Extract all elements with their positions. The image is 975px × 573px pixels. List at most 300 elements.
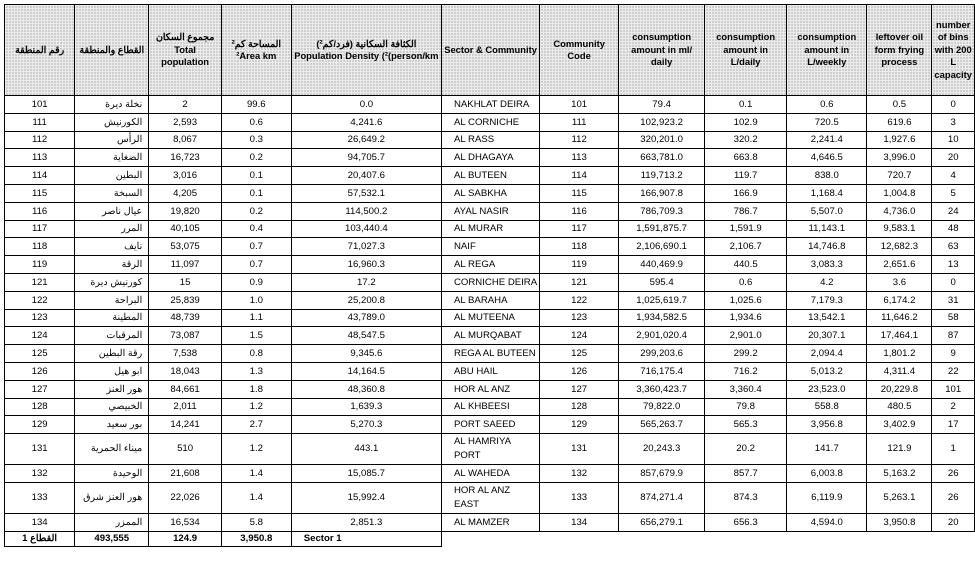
consumption-l-weekly-cell: 2,241.4	[787, 131, 867, 149]
population-cell: 48,739	[149, 309, 222, 327]
sector-community-cell: AL REGA	[441, 256, 539, 274]
density-cell: 25,200.8	[291, 291, 441, 309]
community-arabic-cell: ابو هيل	[75, 362, 149, 380]
community-code-cell: 128	[540, 398, 619, 416]
consumption-l-weekly-cell: 4,594.0	[787, 513, 867, 531]
community-code-cell: 132	[540, 465, 619, 483]
consumption-l-weekly-cell: 0.6	[787, 96, 867, 114]
sector-community-cell: ABU HAIL	[441, 362, 539, 380]
zone-number-cell: 129	[5, 416, 75, 434]
zone-number-cell: 119	[5, 256, 75, 274]
header-bins: number of bins with 200 L capacity	[932, 5, 975, 96]
population-cell: 2,593	[149, 113, 222, 131]
leftover-oil-cell: 3,996.0	[867, 149, 932, 167]
population-cell: 18,043	[149, 362, 222, 380]
table-row	[5, 149, 975, 167]
leftover-oil-cell: 11,646.2	[867, 309, 932, 327]
community-code-cell: 126	[540, 362, 619, 380]
population-cell: 8,067	[149, 131, 222, 149]
area-cell: 0.2	[221, 149, 291, 167]
sector-community-cell: AL MUTEENA	[441, 309, 539, 327]
consumption-l-daily-cell: 565.3	[705, 416, 787, 434]
population-cell: 25,839	[149, 291, 222, 309]
leftover-oil-cell: 17,464.1	[867, 327, 932, 345]
total-area: 124.9	[149, 531, 222, 546]
total-row	[5, 531, 975, 546]
consumption-ml-daily-cell: 786,709.3	[619, 202, 705, 220]
zone-number-cell: 114	[5, 167, 75, 185]
table-row	[5, 345, 975, 363]
bins-count-cell: 22	[932, 362, 975, 380]
consumption-l-daily-cell: 299.2	[705, 345, 787, 363]
consumption-l-daily-cell: 20.2	[705, 434, 787, 465]
density-cell: 9,345.6	[291, 345, 441, 363]
density-cell: 15,992.4	[291, 482, 441, 513]
consumption-l-weekly-cell: 838.0	[787, 167, 867, 185]
zone-number-cell: 132	[5, 465, 75, 483]
leftover-oil-cell: 1,927.6	[867, 131, 932, 149]
community-code-cell: 131	[540, 434, 619, 465]
area-cell: 1.0	[221, 291, 291, 309]
consumption-l-daily-cell: 663.8	[705, 149, 787, 167]
population-cell: 21,608	[149, 465, 222, 483]
leftover-oil-cell: 0.5	[867, 96, 932, 114]
consumption-ml-daily-cell: 716,175.4	[619, 362, 705, 380]
consumption-l-daily-cell: 857.7	[705, 465, 787, 483]
consumption-l-weekly-cell: 720.5	[787, 113, 867, 131]
area-cell: 0.1	[221, 167, 291, 185]
header-consumption-l-daily: consumption amount in L/daily	[705, 5, 787, 96]
consumption-l-weekly-cell: 3,083.3	[787, 256, 867, 274]
leftover-oil-cell: 480.5	[867, 398, 932, 416]
zone-number-cell: 127	[5, 380, 75, 398]
consumption-l-weekly-cell: 558.8	[787, 398, 867, 416]
header-consumption-ml-daily: consumption amount in ml/ daily	[619, 5, 705, 96]
population-cell: 73,087	[149, 327, 222, 345]
area-cell: 1.1	[221, 309, 291, 327]
sector-community-cell: CORNICHE DEIRA	[441, 273, 539, 291]
data-table-container	[4, 4, 975, 547]
community-arabic-cell: البراحة	[75, 291, 149, 309]
community-arabic-cell: الضغاية	[75, 149, 149, 167]
bins-count-cell: 26	[932, 465, 975, 483]
consumption-l-daily-cell: 79.8	[705, 398, 787, 416]
sector-community-cell: HOR AL ANZ	[441, 380, 539, 398]
community-arabic-cell: ميناء الحمرية	[75, 434, 149, 465]
community-arabic-cell: السبخة	[75, 184, 149, 202]
zone-number-cell: 126	[5, 362, 75, 380]
population-cell: 3,016	[149, 167, 222, 185]
population-cell: 510	[149, 434, 222, 465]
community-statistics-table	[4, 4, 975, 547]
consumption-l-weekly-cell: 20,307.1	[787, 327, 867, 345]
bins-count-cell: 31	[932, 291, 975, 309]
consumption-l-weekly-cell: 6,119.9	[787, 482, 867, 513]
header-community-code: Community Code	[540, 5, 619, 96]
sector-community-cell: AL SABKHA	[441, 184, 539, 202]
bins-count-cell: 48	[932, 220, 975, 238]
community-arabic-cell: الممزر	[75, 513, 149, 531]
zone-number-cell: 133	[5, 482, 75, 513]
leftover-oil-cell: 121.9	[867, 434, 932, 465]
community-arabic-cell: نخلة ديرة	[75, 96, 149, 114]
density-cell: 0.0	[291, 96, 441, 114]
table-row	[5, 113, 975, 131]
consumption-l-daily-cell: 716.2	[705, 362, 787, 380]
consumption-ml-daily-cell: 320,201.0	[619, 131, 705, 149]
sector-community-cell: AL MURQABAT	[441, 327, 539, 345]
consumption-l-weekly-cell: 4.2	[787, 273, 867, 291]
consumption-ml-daily-cell: 79,822.0	[619, 398, 705, 416]
header-community-arabic: القطاع والمنطقة	[75, 5, 149, 96]
community-arabic-cell: كورنيش ديرة	[75, 273, 149, 291]
zone-number-cell: 115	[5, 184, 75, 202]
bins-count-cell: 20	[932, 149, 975, 167]
bins-count-cell: 4	[932, 167, 975, 185]
table-row	[5, 96, 975, 114]
header-consumption-l-weekly: consumption amount in L/weekly	[787, 5, 867, 96]
community-code-cell: 117	[540, 220, 619, 238]
consumption-l-weekly-cell: 141.7	[787, 434, 867, 465]
leftover-oil-cell: 5,263.1	[867, 482, 932, 513]
sector-community-cell: AYAL NASIR	[441, 202, 539, 220]
density-cell: 94,705.7	[291, 149, 441, 167]
consumption-l-weekly-cell: 14,746.8	[787, 238, 867, 256]
consumption-l-daily-cell: 874.3	[705, 482, 787, 513]
table-row	[5, 513, 975, 531]
zone-number-cell: 101	[5, 96, 75, 114]
leftover-oil-cell: 4,736.0	[867, 202, 932, 220]
table-row	[5, 238, 975, 256]
leftover-oil-cell: 2,651.6	[867, 256, 932, 274]
community-code-cell: 113	[540, 149, 619, 167]
community-code-cell: 121	[540, 273, 619, 291]
sector-community-cell: AL BARAHA	[441, 291, 539, 309]
area-cell: 0.9	[221, 273, 291, 291]
community-arabic-cell: المطينة	[75, 309, 149, 327]
density-cell: 14,164.5	[291, 362, 441, 380]
bins-count-cell: 3	[932, 113, 975, 131]
zone-number-cell: 116	[5, 202, 75, 220]
header-leftover-oil: leftover oil form frying process	[867, 5, 932, 96]
leftover-oil-cell: 1,801.2	[867, 345, 932, 363]
area-cell: 0.8	[221, 345, 291, 363]
consumption-ml-daily-cell: 440,469.9	[619, 256, 705, 274]
table-row	[5, 220, 975, 238]
zone-number-cell: 118	[5, 238, 75, 256]
table-row	[5, 416, 975, 434]
density-cell: 16,960.3	[291, 256, 441, 274]
density-cell: 443.1	[291, 434, 441, 465]
table-row	[5, 167, 975, 185]
community-code-cell: 114	[540, 167, 619, 185]
community-arabic-cell: الرأس	[75, 131, 149, 149]
area-cell: 1.5	[221, 327, 291, 345]
area-cell: 0.7	[221, 256, 291, 274]
bins-count-cell: 20	[932, 513, 975, 531]
zone-number-cell: 117	[5, 220, 75, 238]
area-cell: 0.7	[221, 238, 291, 256]
sector-community-cell: REGA AL BUTEEN	[441, 345, 539, 363]
area-cell: 0.2	[221, 202, 291, 220]
header-total-population: مجموع السكان Total population	[149, 5, 222, 96]
community-arabic-cell: عيال ناصر	[75, 202, 149, 220]
bins-count-cell: 63	[932, 238, 975, 256]
consumption-l-weekly-cell: 3,956.8	[787, 416, 867, 434]
table-row	[5, 482, 975, 513]
density-cell: 114,500.2	[291, 202, 441, 220]
consumption-ml-daily-cell: 3,360,423.7	[619, 380, 705, 398]
bins-count-cell: 0	[932, 273, 975, 291]
zone-number-cell: 125	[5, 345, 75, 363]
table-row	[5, 131, 975, 149]
community-arabic-cell: الكورنيش	[75, 113, 149, 131]
leftover-oil-cell: 3,402.9	[867, 416, 932, 434]
community-code-cell: 134	[540, 513, 619, 531]
bins-count-cell: 24	[932, 202, 975, 220]
consumption-ml-daily-cell: 2,901,020.4	[619, 327, 705, 345]
consumption-l-weekly-cell: 13,542.1	[787, 309, 867, 327]
table-row	[5, 434, 975, 465]
sector-community-cell: NAKHLAT DEIRA	[441, 96, 539, 114]
density-cell: 1,639.3	[291, 398, 441, 416]
community-arabic-cell: الوحيدة	[75, 465, 149, 483]
consumption-ml-daily-cell: 119,713.2	[619, 167, 705, 185]
community-code-cell: 123	[540, 309, 619, 327]
bins-count-cell: 13	[932, 256, 975, 274]
consumption-l-daily-cell: 656.3	[705, 513, 787, 531]
zone-number-cell: 134	[5, 513, 75, 531]
area-cell: 0.4	[221, 220, 291, 238]
total-density: 3,950.8	[221, 531, 291, 546]
bins-count-cell: 5	[932, 184, 975, 202]
density-cell: 2,851.3	[291, 513, 441, 531]
table-row	[5, 256, 975, 274]
header-zone-number: رقم المنطقة	[5, 5, 75, 96]
community-arabic-cell: البطين	[75, 167, 149, 185]
sector-community-cell: AL MAMZER	[441, 513, 539, 531]
population-cell: 16,534	[149, 513, 222, 531]
bins-count-cell: 1	[932, 434, 975, 465]
community-code-cell: 133	[540, 482, 619, 513]
community-code-cell: 124	[540, 327, 619, 345]
population-cell: 19,820	[149, 202, 222, 220]
consumption-l-daily-cell: 1,025.6	[705, 291, 787, 309]
leftover-oil-cell: 3.6	[867, 273, 932, 291]
area-cell: 1.4	[221, 465, 291, 483]
bins-count-cell: 2	[932, 398, 975, 416]
sector-community-cell: AL MURAR	[441, 220, 539, 238]
consumption-l-weekly-cell: 5,013.2	[787, 362, 867, 380]
zone-number-cell: 113	[5, 149, 75, 167]
community-code-cell: 119	[540, 256, 619, 274]
zone-number-cell: 123	[5, 309, 75, 327]
density-cell: 4,241.6	[291, 113, 441, 131]
consumption-l-daily-cell: 2,106.7	[705, 238, 787, 256]
area-cell: 0.3	[221, 131, 291, 149]
zone-number-cell: 128	[5, 398, 75, 416]
header-area: المساحة كم² ²Area km	[221, 5, 291, 96]
population-cell: 2,011	[149, 398, 222, 416]
consumption-l-daily-cell: 102.9	[705, 113, 787, 131]
leftover-oil-cell: 4,311.4	[867, 362, 932, 380]
leftover-oil-cell: 720.7	[867, 167, 932, 185]
area-cell: 1.2	[221, 398, 291, 416]
bins-count-cell: 17	[932, 416, 975, 434]
community-code-cell: 111	[540, 113, 619, 131]
sector-community-cell: PORT SAEED	[441, 416, 539, 434]
area-cell: 5.8	[221, 513, 291, 531]
leftover-oil-cell: 12,682.3	[867, 238, 932, 256]
consumption-ml-daily-cell: 874,271.4	[619, 482, 705, 513]
density-cell: 15,085.7	[291, 465, 441, 483]
total-sector-label: Sector 1	[291, 531, 441, 546]
community-arabic-cell: الخبيصي	[75, 398, 149, 416]
zone-number-cell: 131	[5, 434, 75, 465]
population-cell: 53,075	[149, 238, 222, 256]
population-cell: 15	[149, 273, 222, 291]
table-row	[5, 465, 975, 483]
community-arabic-cell: بور سعيد	[75, 416, 149, 434]
consumption-l-daily-cell: 440.5	[705, 256, 787, 274]
bins-count-cell: 0	[932, 96, 975, 114]
consumption-ml-daily-cell: 102,923.2	[619, 113, 705, 131]
density-cell: 103,440.4	[291, 220, 441, 238]
population-cell: 2	[149, 96, 222, 114]
bins-count-cell: 58	[932, 309, 975, 327]
sector-community-cell: AL WAHEDA	[441, 465, 539, 483]
zone-number-cell: 112	[5, 131, 75, 149]
header-population-density: الكثافة السكانية (فرد/كم²) Population Density (²(person/km	[291, 5, 441, 96]
table-body	[5, 96, 975, 532]
consumption-l-weekly-cell: 4,646.5	[787, 149, 867, 167]
community-code-cell: 125	[540, 345, 619, 363]
consumption-ml-daily-cell: 1,591,875.7	[619, 220, 705, 238]
community-arabic-cell: نايف	[75, 238, 149, 256]
density-cell: 57,532.1	[291, 184, 441, 202]
leftover-oil-cell: 1,004.8	[867, 184, 932, 202]
population-cell: 11,097	[149, 256, 222, 274]
total-label-arabic: القطاع 1	[5, 531, 75, 546]
density-cell: 5,270.3	[291, 416, 441, 434]
table-row	[5, 380, 975, 398]
consumption-ml-daily-cell: 565,263.7	[619, 416, 705, 434]
density-cell: 48,360.8	[291, 380, 441, 398]
consumption-l-weekly-cell: 7,179.3	[787, 291, 867, 309]
population-cell: 22,026	[149, 482, 222, 513]
consumption-ml-daily-cell: 166,907.8	[619, 184, 705, 202]
consumption-l-weekly-cell: 11,143.1	[787, 220, 867, 238]
zone-number-cell: 111	[5, 113, 75, 131]
area-cell: 1.2	[221, 434, 291, 465]
table-row	[5, 327, 975, 345]
sector-community-cell: AL RASS	[441, 131, 539, 149]
consumption-l-weekly-cell: 6,003.8	[787, 465, 867, 483]
community-arabic-cell: المرقبات	[75, 327, 149, 345]
population-cell: 40,105	[149, 220, 222, 238]
community-code-cell: 118	[540, 238, 619, 256]
zone-number-cell: 121	[5, 273, 75, 291]
area-cell: 0.1	[221, 184, 291, 202]
consumption-l-weekly-cell: 5,507.0	[787, 202, 867, 220]
consumption-l-daily-cell: 3,360.4	[705, 380, 787, 398]
sector-community-cell: AL BUTEEN	[441, 167, 539, 185]
bins-count-cell: 87	[932, 327, 975, 345]
community-arabic-cell: الرقة	[75, 256, 149, 274]
leftover-oil-cell: 5,163.2	[867, 465, 932, 483]
consumption-ml-daily-cell: 79.4	[619, 96, 705, 114]
consumption-ml-daily-cell: 595.4	[619, 273, 705, 291]
consumption-l-weekly-cell: 23,523.0	[787, 380, 867, 398]
density-cell: 43,789.0	[291, 309, 441, 327]
total-row-spacer	[441, 531, 866, 546]
leftover-oil-cell: 6,174.2	[867, 291, 932, 309]
consumption-ml-daily-cell: 2,106,690.1	[619, 238, 705, 256]
density-cell: 20,407.6	[291, 167, 441, 185]
table-row	[5, 309, 975, 327]
community-code-cell: 129	[540, 416, 619, 434]
consumption-ml-daily-cell: 20,243.3	[619, 434, 705, 465]
total-row-blank	[867, 531, 975, 546]
consumption-l-daily-cell: 0.6	[705, 273, 787, 291]
sector-community-cell: NAIF	[441, 238, 539, 256]
leftover-oil-cell: 3,950.8	[867, 513, 932, 531]
table-row	[5, 202, 975, 220]
community-code-cell: 115	[540, 184, 619, 202]
total-population: 493,555	[75, 531, 149, 546]
area-cell: 2.7	[221, 416, 291, 434]
zone-number-cell: 124	[5, 327, 75, 345]
consumption-ml-daily-cell: 299,203.6	[619, 345, 705, 363]
zone-number-cell: 122	[5, 291, 75, 309]
community-code-cell: 112	[540, 131, 619, 149]
population-cell: 16,723	[149, 149, 222, 167]
sector-community-cell: AL DHAGAYA	[441, 149, 539, 167]
community-code-cell: 127	[540, 380, 619, 398]
bins-count-cell: 9	[932, 345, 975, 363]
bins-count-cell: 26	[932, 482, 975, 513]
consumption-l-daily-cell: 119.7	[705, 167, 787, 185]
consumption-ml-daily-cell: 663,781.0	[619, 149, 705, 167]
population-cell: 14,241	[149, 416, 222, 434]
sector-community-cell: HOR AL ANZ EAST	[441, 482, 539, 513]
table-row	[5, 291, 975, 309]
density-cell: 48,547.5	[291, 327, 441, 345]
consumption-ml-daily-cell: 1,025,619.7	[619, 291, 705, 309]
leftover-oil-cell: 619.6	[867, 113, 932, 131]
area-cell: 1.4	[221, 482, 291, 513]
table-row	[5, 184, 975, 202]
community-arabic-cell: هور العنز شرق	[75, 482, 149, 513]
consumption-l-daily-cell: 786.7	[705, 202, 787, 220]
header-sector-community: Sector & Community	[441, 5, 539, 96]
consumption-l-daily-cell: 166.9	[705, 184, 787, 202]
community-code-cell: 116	[540, 202, 619, 220]
density-cell: 26,649.2	[291, 131, 441, 149]
population-cell: 7,538	[149, 345, 222, 363]
consumption-l-daily-cell: 2,901.0	[705, 327, 787, 345]
sector-community-cell: AL CORNICHE	[441, 113, 539, 131]
consumption-ml-daily-cell: 1,934,582.5	[619, 309, 705, 327]
leftover-oil-cell: 20,229.8	[867, 380, 932, 398]
area-cell: 99.6	[221, 96, 291, 114]
community-code-cell: 122	[540, 291, 619, 309]
area-cell: 0.6	[221, 113, 291, 131]
area-cell: 1.8	[221, 380, 291, 398]
table-row	[5, 362, 975, 380]
population-cell: 84,661	[149, 380, 222, 398]
density-cell: 71,027.3	[291, 238, 441, 256]
